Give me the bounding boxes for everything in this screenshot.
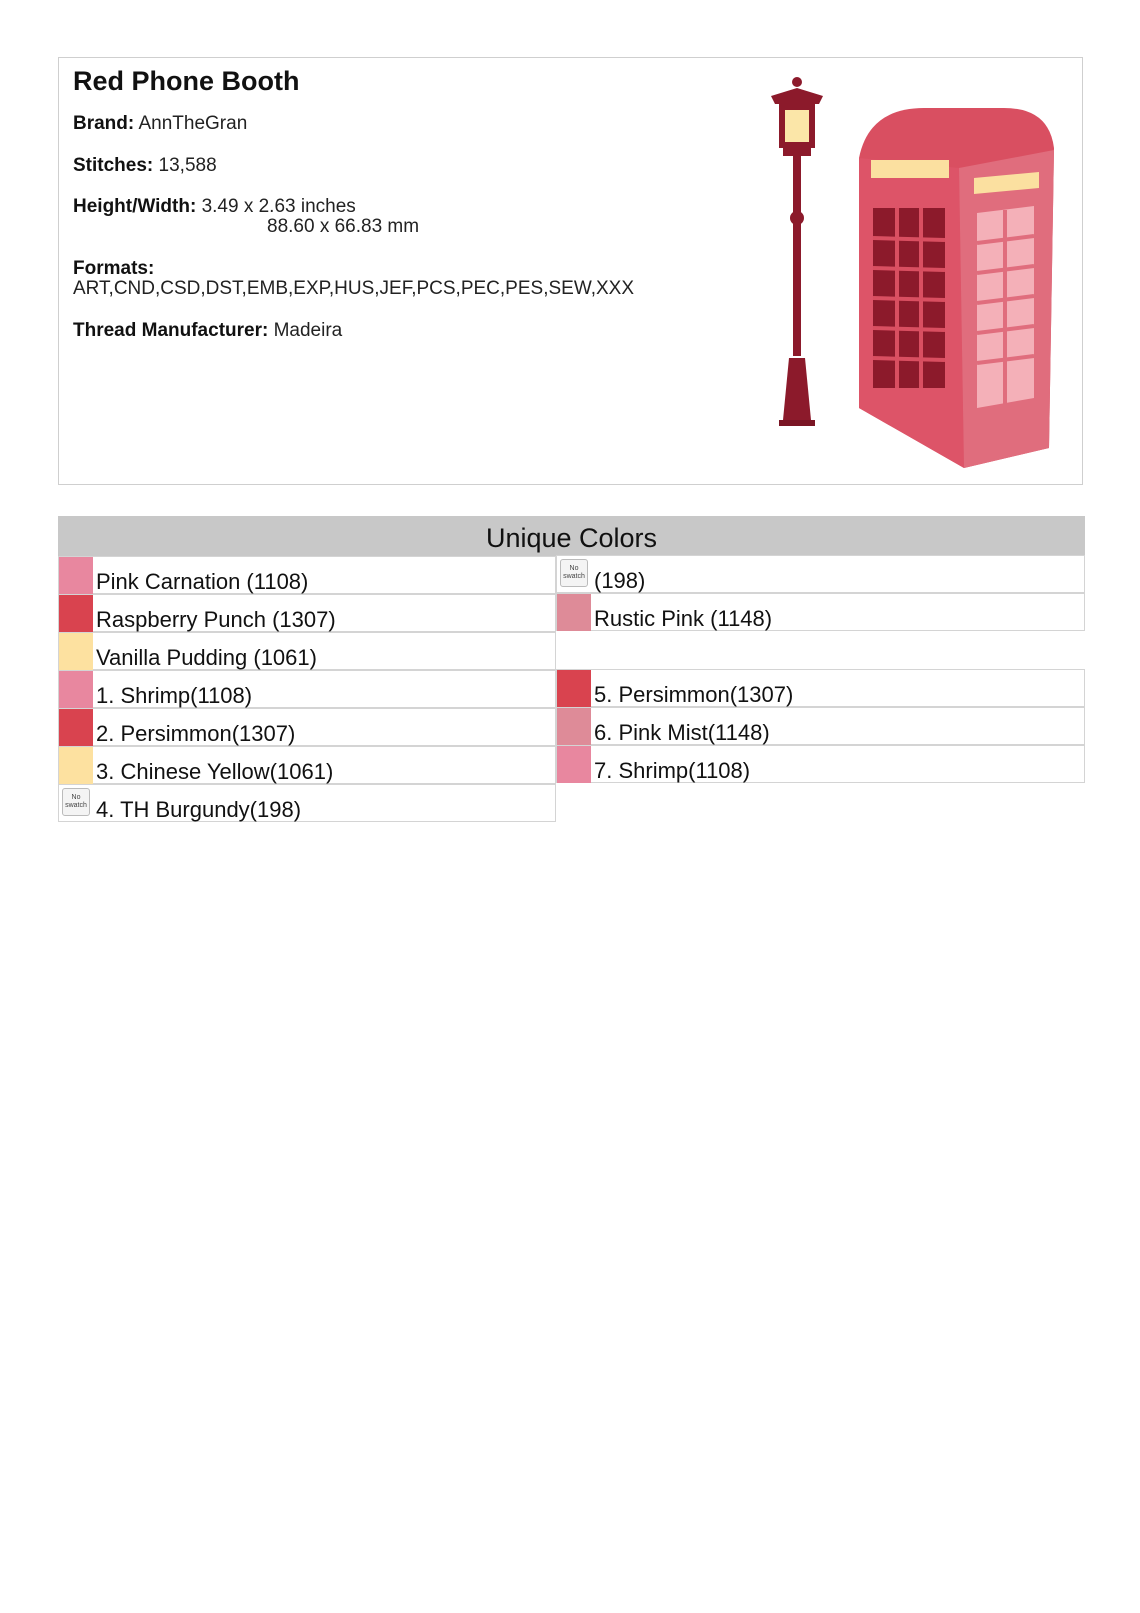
color-label: 1. Shrimp(1108) (96, 683, 253, 708)
thread-label: Thread Manufacturer: (73, 320, 269, 341)
no-swatch-icon: No swatch (560, 559, 588, 587)
phone-booth-graphic (859, 108, 1054, 468)
color-label: 7. Shrimp(1108) (594, 758, 751, 783)
color-row (58, 746, 556, 784)
color-label: 4. TH Burgundy(198) (96, 797, 302, 822)
formats-value: ART,CND,CSD,DST,EMB,EXP,HUS,JEF,PCS,PEC,PES,SEW,XXX (73, 278, 635, 299)
color-swatch (557, 708, 591, 745)
design-title: Red Phone Booth (73, 66, 300, 96)
color-row (556, 745, 1085, 783)
phone-booth-illustration (749, 68, 1079, 478)
stitches-label: Stitches: (73, 155, 154, 176)
color-label: 5. Persimmon(1307) (594, 682, 794, 707)
color-row (556, 669, 1085, 707)
thread-row (73, 320, 342, 342)
unique-colors-header: Unique Colors (58, 516, 1085, 556)
color-row (556, 593, 1085, 631)
stitches-value: 13,588 (158, 155, 217, 176)
size-row (73, 196, 356, 218)
color-label: Vanilla Pudding (1061) (96, 645, 317, 670)
thread-value: Madeira (273, 320, 343, 341)
stitches-row (73, 155, 217, 177)
color-swatch (59, 785, 93, 822)
color-row (58, 708, 556, 746)
brand-row (73, 113, 247, 135)
color-row (556, 707, 1085, 745)
color-swatch (59, 557, 93, 594)
color-row (58, 632, 556, 670)
color-swatch (59, 595, 93, 632)
color-row (58, 670, 556, 708)
color-label: Raspberry Punch (1307) (96, 607, 336, 632)
color-row (556, 555, 1085, 593)
color-label: (198) (594, 568, 646, 593)
color-label: Pink Carnation (1108) (96, 569, 309, 594)
formats-label: Formats: (73, 258, 155, 279)
color-swatch (557, 746, 591, 783)
brand-value: AnnTheGran (138, 113, 248, 134)
color-swatch (59, 633, 93, 670)
color-label: 6. Pink Mist(1148) (594, 720, 770, 745)
color-swatch (557, 556, 591, 593)
size-inches: 3.49 x 2.63 inches (201, 196, 356, 217)
color-label: Rustic Pink (1148) (594, 606, 773, 631)
design-info-panel (58, 57, 1083, 485)
lamp-post-graphic (771, 77, 823, 426)
brand-label: Brand: (73, 113, 135, 134)
color-row (58, 556, 556, 594)
color-label: 3. Chinese Yellow(1061) (96, 759, 334, 784)
color-row (58, 594, 556, 632)
no-swatch-icon: No swatch (62, 788, 90, 816)
formats-row (73, 258, 154, 280)
color-swatch (59, 747, 93, 784)
size-mm: 88.60 x 66.83 mm (267, 216, 420, 237)
color-label: 2. Persimmon(1307) (96, 721, 296, 746)
color-swatch (59, 671, 93, 708)
color-row (58, 784, 556, 822)
color-swatch (557, 670, 591, 707)
color-swatch (557, 594, 591, 631)
color-swatch (59, 709, 93, 746)
size-label: Height/Width: (73, 196, 197, 217)
unique-colors-table (58, 516, 1085, 822)
